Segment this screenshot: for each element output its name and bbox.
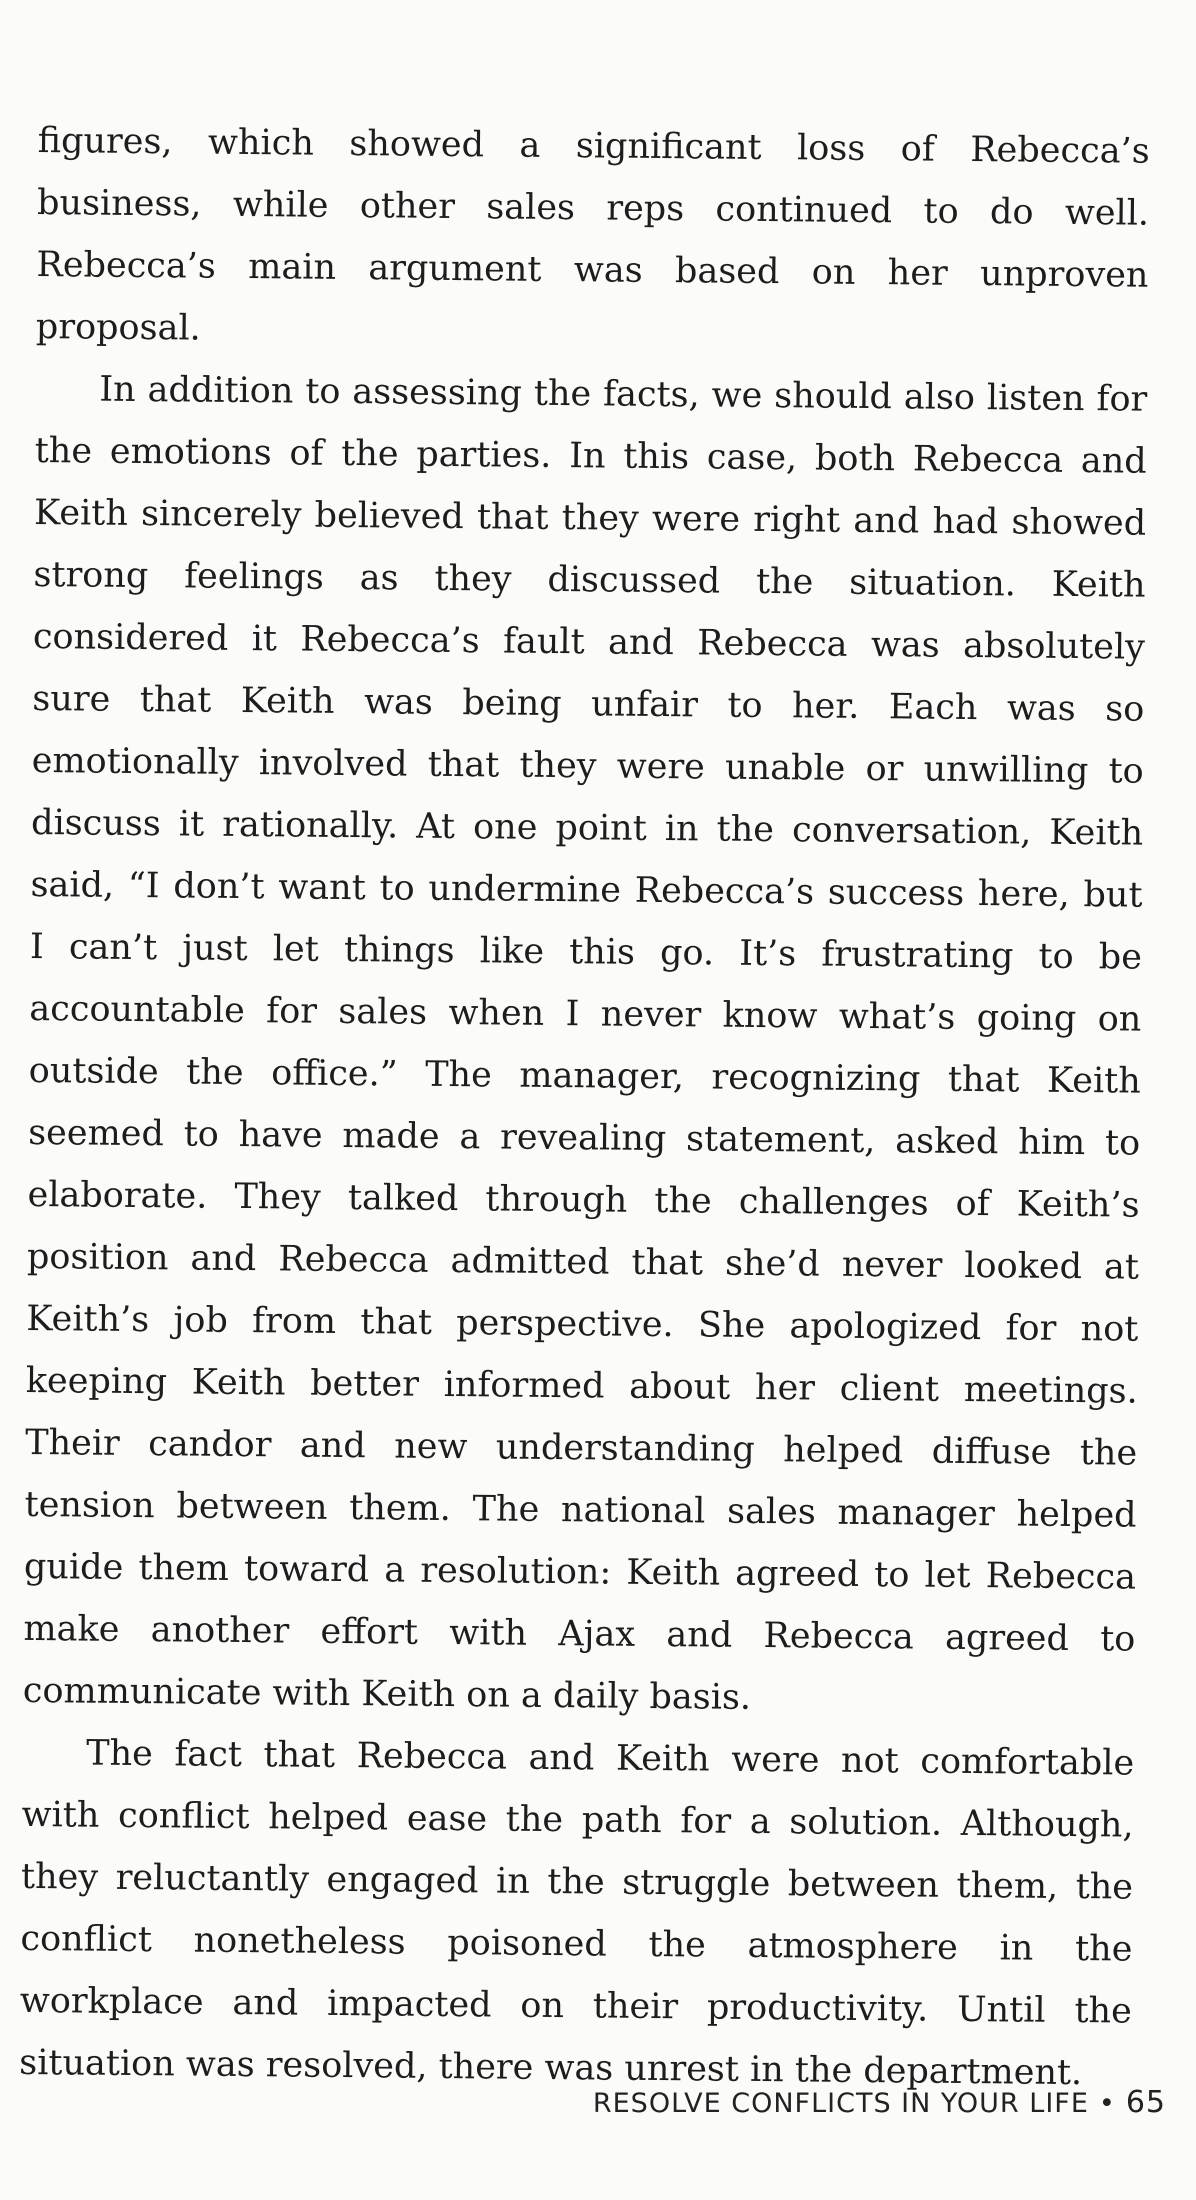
paragraph-continued: figures, which showed a significant loss of Rebecca’s business, while other sales reps continued to do well. Rebecca’s main argument was based on her unproven proposal. [35, 120, 1150, 349]
body-text [19, 110, 1150, 2105]
page-number: 65 [1125, 2085, 1166, 2120]
running-head: RESOLVE CONFLICTS IN YOUR LIFE [592, 2088, 1089, 2119]
paragraph-conclusion: The fact that Rebecca and Keith were not comfortable with conflict helped ease the path for a solution. Although, they reluctantly engaged in the struggle between them, the conflict nonetheless poisoned the atmosphere in the workplace and impacted on their productivity. Until the situation was resolved, there was unrest in the department. [19, 1733, 1135, 2094]
page-footer [593, 2085, 1166, 2120]
bullet-separator: • [1098, 2088, 1116, 2119]
paragraph-emotions: In addition to assessing the facts, we should also listen for the emotions of the parties. In this case, both Rebecca and Keith sincerely believed that they were right and had showed strong feelings as they discussed the situation. Keith considered it Rebecca’s fault and Rebecca was absolutely sure that Keith was being unfair to her. Each was so emotionally involved that they were unable or unwilling to discuss it rationally. At one point in the conversation, Keith said, “I don’t want to undermine Rebecca’s success here, but I can’t just let things like this go. It’s frustrating to be accountable for sales when I never know what’s going on outside the office.” The manager, recognizing that Keith seemed to have made a revealing statement, asked him to elaborate. They talked through the challenges of Keith’s position and Rebecca admitted that she’d never looked at Keith’s job from that perspective. She apologized for not keeping Keith better informed about her client meetings. Their candor and new understanding helped diffuse the tension between them. The national sales manager helped guide them toward a resolution: Keith agreed to let Rebecca make another effort with Ajax and Rebecca agreed to communicate with Keith on a daily basis. [22, 369, 1148, 1718]
